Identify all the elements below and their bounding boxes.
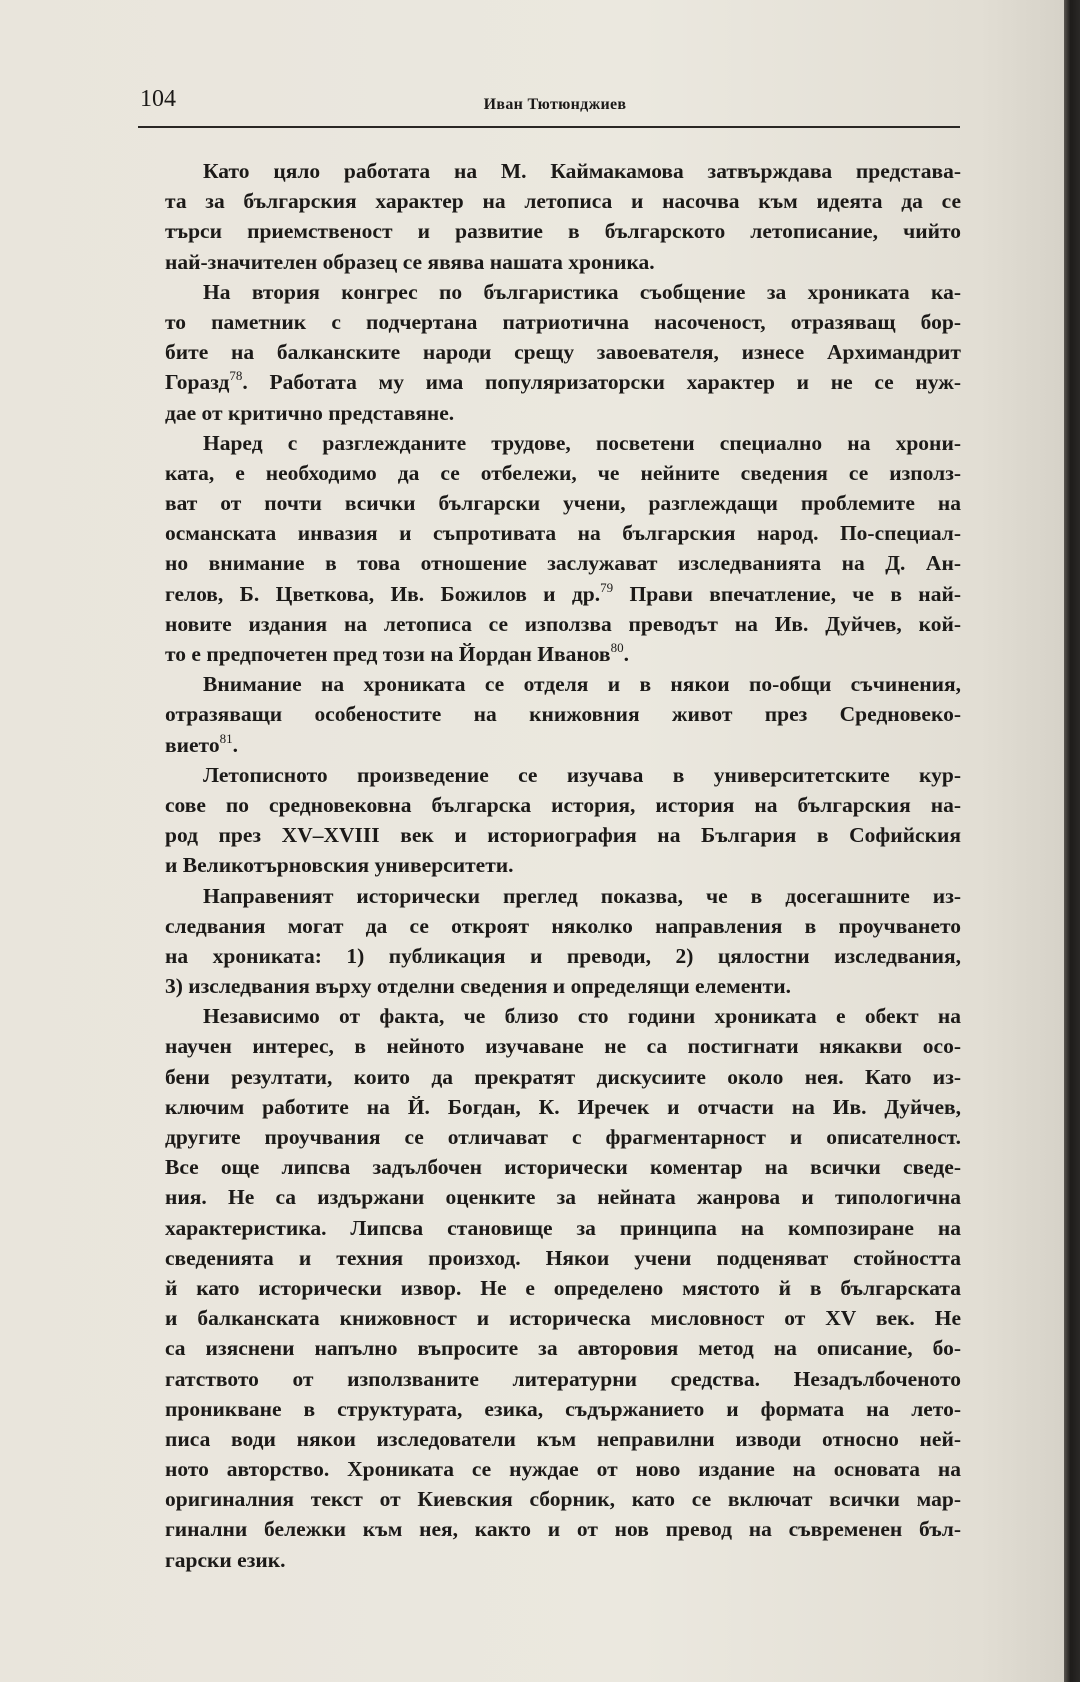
line-text: Прави впечатление, че в най- [613,581,961,606]
text-line [165,1122,961,1152]
line-text: са изяснени напълно въпросите за авторовия метод на описание, бо- [165,1336,961,1361]
header-rule [138,126,960,128]
line-text: На втория конгрес по българистика съобщение за хрониката ка- [203,279,961,304]
text-line [165,398,961,428]
text-line [165,1424,961,1454]
text-line [165,881,961,911]
text-line [165,699,961,729]
line-text: бени резултати, които да прекратят дискусиите около нея. Като из- [165,1064,961,1089]
text-line [165,639,961,669]
text-line [165,488,961,518]
text-line [165,669,961,699]
text-line [165,428,961,458]
line-text: ват от почти всички български учени, разглеждащи проблемите на [165,491,961,516]
line-text: гарски език. [165,1547,286,1572]
text-line [165,1545,961,1575]
line-text: ния. Не са издържани оценките за нейната жанрова и типологична [165,1185,961,1210]
line-text: другите проучвания се отличават с фрагментарност и описателност. [165,1125,961,1149]
line-text: най-значителен образец се явява нашата хроника. [165,249,655,274]
line-text: Горазд [165,370,230,395]
text-line [165,941,961,971]
line-text: и Великотърновския университети. [165,853,514,878]
line-text: 3) изследвания върху отделни сведения и определящи елементи. [165,974,791,999]
footnote-ref: 78 [229,368,243,384]
text-line [165,186,961,216]
text-line [165,307,961,337]
line-text: то паметник с подчертана патриотична насоченост, отразяващ бор- [165,309,961,334]
text-line [165,458,961,488]
line-text: дае от критично представяне. [165,400,455,425]
text-line [165,1062,961,1092]
line-text: ключим работите на Й. Богдан, К. Иречек и отчасти на Ив. Дуйчев, [165,1094,961,1119]
line-text: научен интерес, в нейното изучаване не са постигнати някакви осо- [165,1034,961,1059]
text-line [165,730,961,760]
line-text: новите издания на летописа се използва преводът на Ив. Дуйчев, кой- [165,611,961,636]
line-text: оригиналния текст от Киевския сборник, като се включат всички мар- [165,1487,961,1512]
line-text: Направеният исторически преглед показва, че в досегашните из- [203,883,961,908]
page-edge-shadow [1064,0,1080,1682]
text-line [165,1303,961,1333]
line-text: та за българския характер на летописа и насочва към идеята да се [165,189,961,214]
text-line [165,760,961,790]
text-line [165,820,961,850]
line-text: бите на балканските народи срещу завоевателя, изнесе Архимандрит [165,340,961,365]
line-text: сведенията и техния произход. Някои учени подценяват стойността [165,1245,961,1270]
line-text: ката, е необходимо да се отбележи, че нейните сведения се използ- [165,460,961,485]
line-text: гелов, Б. Цветкова, Ив. Божилов и др. [165,581,601,606]
text-line [165,1454,961,1484]
text-line [165,277,961,307]
line-text: . Работата му има популяризаторски характер и не се нуж- [242,370,961,395]
footnote-ref: 79 [600,579,614,595]
line-text: гатството от използваните литературни средства. Незадълбоченото [165,1366,961,1391]
footnote-ref: 81 [219,730,233,746]
line-text: . [232,732,238,757]
line-text: гинални бележки към нея, както и от нов превод на съвременен бъл- [165,1517,961,1542]
page-number: 104 [140,86,176,112]
line-text: то е предпочетен пред този на Йордан Иванов [165,642,611,666]
line-text: следвания могат да се откроят няколко направления в проучването [165,913,961,938]
text-line [165,216,961,246]
line-text: търси приемственост и развитие в българското летописание, чийто [165,219,961,244]
body-text [165,156,961,1575]
line-text: проникване в структурата, езика, съдържанието и формата на лето- [165,1396,961,1421]
text-line [165,1092,961,1122]
running-head: Иван Тютюнджиев [483,96,627,113]
line-text: османската инвазия и съпротивата на българския народ. По-специал- [165,521,961,546]
line-text: Все още липсва задълбочен исторически коментар на всички сведе- [165,1155,961,1180]
line-text: . [623,642,629,666]
text-line [165,1333,961,1363]
line-text: Като цяло работата на М. Каймакамова затвърждава представа- [203,159,961,183]
text-line [165,1152,961,1182]
text-line [165,1213,961,1243]
line-text: характеристика. Липсва становище за принципа на композиране на [165,1215,961,1240]
text-line [165,1514,961,1544]
line-text: писа води някои изследователи към неправилни изводи относно ней- [165,1426,961,1451]
text-line [165,911,961,941]
line-text: Независимо от факта, че близо сто години хрониката е обект на [203,1004,961,1029]
line-text: Внимание на хрониката се отделя и в някои по-общи съчинения, [203,672,961,697]
text-line [165,247,961,277]
text-line [165,1394,961,1424]
line-text: сове по средновековна българска история, история на българския на- [165,792,961,817]
text-line [165,609,961,639]
line-text: и балканската книжовност и историческа мисловност от XV век. Не [165,1306,961,1331]
line-text: но внимание в това отношение заслужават изследванията на Д. Ан- [165,551,961,576]
line-text: й като исторически извор. Не е определено мястото й в българската [165,1275,961,1300]
line-text: отразяващи особеностите на книжовния живот през Средновеко- [165,702,961,727]
text-line [165,790,961,820]
line-text: на хрониката: 1) публикация и преводи, 2) цялостни изследвания, [165,943,961,968]
text-line [165,579,961,609]
text-line [165,850,961,880]
text-line [165,518,961,548]
line-text: ното авторство. Хрониката се нуждае от ново издание на основата на [165,1457,961,1482]
text-line [165,156,961,186]
line-text: Наред с разглежданите трудове, посветени специално на хрони- [203,430,961,455]
text-line [165,1273,961,1303]
text-line [165,1243,961,1273]
text-line [165,1484,961,1514]
line-text: Летописното произведение се изучава в университетските кур- [203,762,961,787]
text-line [165,1364,961,1394]
text-line [165,1001,961,1031]
footnote-ref: 80 [610,640,624,655]
text-line [165,548,961,578]
text-line [165,1031,961,1061]
line-text: вието [165,732,220,757]
line-text: род през XV–XVIII век и историография на България в Софийския [165,823,961,848]
text-line [165,971,961,1001]
text-line [165,1182,961,1212]
text-line [165,337,961,367]
text-line [165,367,961,397]
